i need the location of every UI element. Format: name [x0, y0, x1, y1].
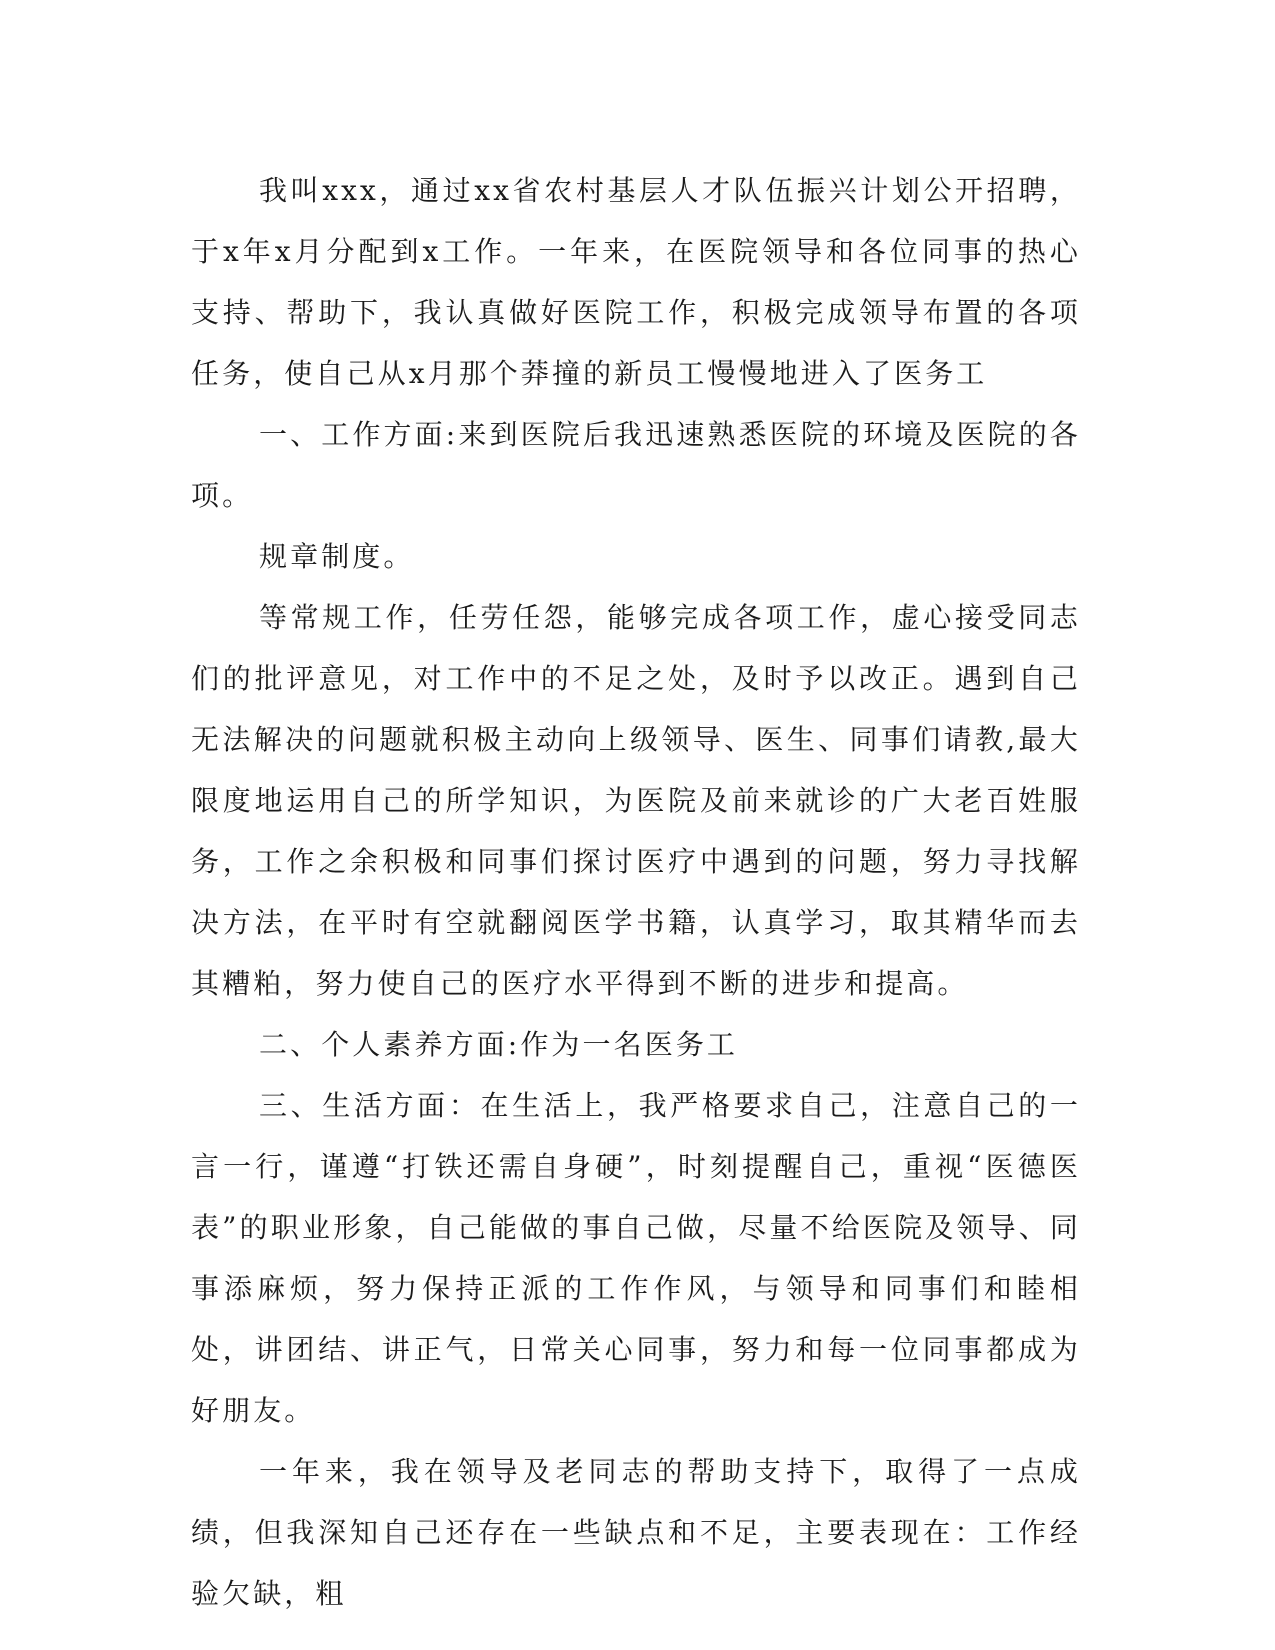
- paragraph-summary: 一年来，我在领导及老同志的帮助支持下，取得了一点成绩，但我深知自己还存在一些缺点和不足，主要表现在：工作经验欠缺，粗: [191, 1455, 1081, 1610]
- paragraph-rules: 规章制度。: [259, 540, 415, 573]
- paragraph-life: 三、生活方面：在生活上，我严格要求自己，注意自己的一言一行，谨遵“打铁还需自身硬”，时刻提醒自己，重视“医德医表”的职业形象，自己能做的事自己做，尽量不给医院及领导、同事添麻烦，努力保持正派的工作作风，与领导和同事们和睦相处，讲团结、讲正气，日常关心同事，努力和每一位同事都成为好朋友。: [191, 1089, 1081, 1427]
- document-body: [191, 160, 1081, 1624]
- paragraph-routine-work: 等常规工作，任劳任怨，能够完成各项工作，虚心接受同志们的批评意见，对工作中的不足之处，及时予以改正。遇到自己无法解决的问题就积极主动向上级领导、医生、同事们请教,最大限度地运用自己的所学知识，为医院及前来就诊的广大老百姓服务，工作之余积极和同事们探讨医疗中遇到的问题，努力寻找解决方法，在平时有空就翻阅医学书籍，认真学习，取其精华而去其糟粕，努力使自己的医疗水平得到不断的进步和提高。: [191, 601, 1081, 1000]
- paragraph-work-heading: 一、工作方面:来到医院后我迅速熟悉医院的环境及医院的各项。: [191, 418, 1081, 512]
- paragraph-intro: 我叫xxx，通过xx省农村基层人才队伍振兴计划公开招聘，于x年x月分配到x工作。一年来，在医院领导和各位同事的热心支持、帮助下，我认真做好医院工作，积极完成领导布置的各项任务，使自己从x月那个莽撞的新员工慢慢地进入了医务工: [191, 174, 1081, 390]
- paragraph-personal-quality: 二、个人素养方面:作为一名医务工: [259, 1028, 739, 1061]
